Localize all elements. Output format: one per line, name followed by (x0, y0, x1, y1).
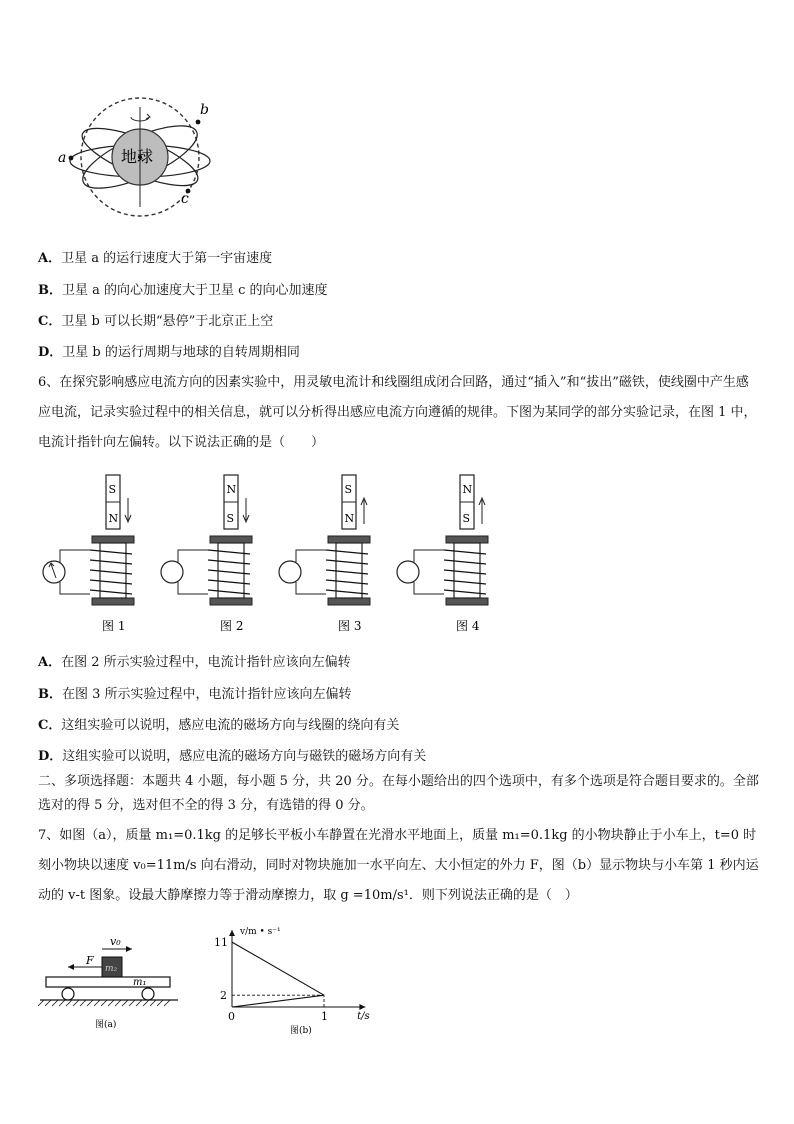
q7-stem: 7、如图（a），质量 m₁=0.1kg 的足够长平板小车静置在光滑水平地面上，质量 m₁=0.1kg 的小物块静止于小车上，t=0 时刻小物块以速度 v₀=11m/s 向右滑动，同时对物块施加一水平向左、大小恒定的外力 F，图（b）显示物块与小车第 1 秒内运动的 v-t 图象。设最大静摩擦力等于滑动摩擦力，取 g =10m/s¹．则下列说法正确的是（ ） (38, 828, 759, 903)
ground-hatch (115, 1000, 121, 1006)
tick-y-11: 11 (214, 936, 228, 950)
galvanometer (279, 561, 301, 583)
coil-top-plate (92, 536, 134, 543)
q5-option-a: A．卫星 a 的运行速度大于第一宇宙速度 (38, 251, 273, 266)
coil-bottom-plate (92, 598, 134, 605)
galvanometer (161, 561, 183, 583)
series-line-1 (232, 942, 324, 995)
vt-graph (208, 922, 373, 1037)
coil-bottom-plate (328, 598, 370, 605)
coil-bottom-plate (446, 598, 488, 605)
galvanometer (397, 561, 419, 583)
ground-hatch (136, 1000, 142, 1006)
y-axis-arrow-icon (229, 930, 235, 936)
panel-caption: 图 4 (456, 619, 480, 633)
induction-experiment-figure (30, 470, 500, 640)
cart-board-m1 (46, 977, 170, 987)
v0-label: v₀ (110, 935, 121, 948)
wire-top (178, 550, 208, 562)
q5-option-b: B．卫星 a 的向心加速度大于卫星 c 的向心加速度 (38, 283, 328, 298)
satellite-label-c: c (181, 191, 189, 207)
ground-hatch (38, 1000, 44, 1006)
satellite-label-a: a (58, 150, 67, 166)
tick-x-1: 1 (321, 1010, 328, 1023)
figure-b-caption: 图(b) (290, 1026, 312, 1036)
y-axis-label: v/m • s⁻¹ (240, 927, 281, 937)
q6-stem: 6、在探究影响感应电流方向的因素实验中，用灵敏电流计和线圈组成闭合回路，通过“插入”和“拔出”磁铁，使线圈中产生感应电流，记录实验过程中的相关信息，就可以分析得出感应电流方向遵循的规律。下图为某同学的部分实验记录，在图 1 中，电流计指针向左偏转。以下说法正确的是（ ） (38, 375, 757, 450)
satellite-a (69, 156, 74, 161)
ground-hatch (52, 1000, 58, 1006)
wire-bottom (296, 582, 326, 594)
wire-bottom (414, 582, 444, 594)
magnet-bottom-pole: N (344, 512, 355, 525)
force-label: F (86, 954, 94, 967)
panel-4 (397, 475, 488, 633)
q6-option-c: C．这组实验可以说明，感应电流的磁场方向与线圈的绕向有关 (38, 718, 400, 733)
panel-caption: 图 2 (220, 619, 244, 633)
q6-option-d: D．这组实验可以说明，感应电流的磁场方向与磁铁的磁场方向有关 (38, 749, 427, 764)
ground-hatch (80, 1000, 86, 1006)
ground-hatch (94, 1000, 100, 1006)
wire-bottom (178, 582, 208, 594)
cart-block-figure (38, 935, 188, 1035)
wire-top (414, 550, 444, 562)
panel-3 (279, 475, 370, 633)
magnet-bottom-pole: N (108, 512, 119, 525)
v0-arrow-icon (126, 946, 132, 952)
ground-hatch (87, 1000, 93, 1006)
ground-hatch (143, 1000, 149, 1006)
satellite-label-b: b (200, 102, 209, 118)
satellite-orbit-figure (55, 95, 225, 225)
ground-hatch (73, 1000, 79, 1006)
magnet-bottom-pole: S (462, 512, 471, 525)
magnet-top-pole: N (462, 483, 473, 496)
ground-hatch (164, 1000, 170, 1006)
magnet-top-pole: S (344, 483, 353, 496)
q6-option-b: B．在图 3 所示实验过程中，电流计指针应该向左偏转 (38, 687, 352, 702)
wire-top (60, 550, 90, 562)
ground-hatch (59, 1000, 65, 1006)
ground-hatch (157, 1000, 163, 1006)
cart-wheel-left (62, 988, 74, 1000)
panel-caption: 图 1 (102, 619, 126, 633)
ground-hatch (108, 1000, 114, 1006)
satellite-b (196, 120, 201, 125)
ground-hatch (122, 1000, 128, 1006)
magnet-bottom-pole: S (226, 512, 235, 525)
coil-top-plate (328, 536, 370, 543)
tick-y-2: 2 (220, 989, 227, 1003)
wire-bottom (60, 582, 90, 594)
ground-hatch (66, 1000, 72, 1006)
earth-label: 地球 (121, 147, 154, 166)
q6-option-a: A．在图 2 所示实验过程中，电流计指针应该向左偏转 (38, 655, 351, 670)
ground-hatch (45, 1000, 51, 1006)
tick-origin: 0 (228, 1010, 235, 1023)
section-heading: 二、多项选择题：本题共 4 小题，每小题 5 分，共 20 分。在每小题给出的四个选项中，有多个选项是符合题目要求的。全部选对的得 5 分，选对但不全的得 3 分，有选错的得 0 分。 (38, 774, 759, 813)
panel-1 (43, 475, 134, 633)
ground-hatch (150, 1000, 156, 1006)
x-axis-arrow-icon (359, 1004, 365, 1010)
m1-label: m₁ (133, 977, 147, 988)
coil-top-plate (446, 536, 488, 543)
cart-wheel-right (142, 988, 154, 1000)
coil-top-plate (210, 536, 252, 543)
magnet-top-pole: N (226, 483, 237, 496)
wire-top (296, 550, 326, 562)
force-arrow-icon (68, 964, 74, 970)
series-line-2 (232, 995, 324, 1007)
q5-option-d: D．卫星 b 的运行周期与地球的自转周期相同 (38, 345, 300, 360)
panel-2 (161, 475, 252, 633)
q5-option-c: C．卫星 b 可以长期“悬停”于北京正上空 (38, 314, 274, 329)
coil-bottom-plate (210, 598, 252, 605)
x-axis-label: t/s (357, 1011, 370, 1022)
figure-a-caption: 图(a) (95, 1020, 117, 1030)
ground-hatch (129, 1000, 135, 1006)
panel-caption: 图 3 (338, 619, 362, 633)
m2-label: m₂ (105, 964, 118, 974)
ground-hatch (101, 1000, 107, 1006)
magnet-top-pole: S (108, 483, 117, 496)
